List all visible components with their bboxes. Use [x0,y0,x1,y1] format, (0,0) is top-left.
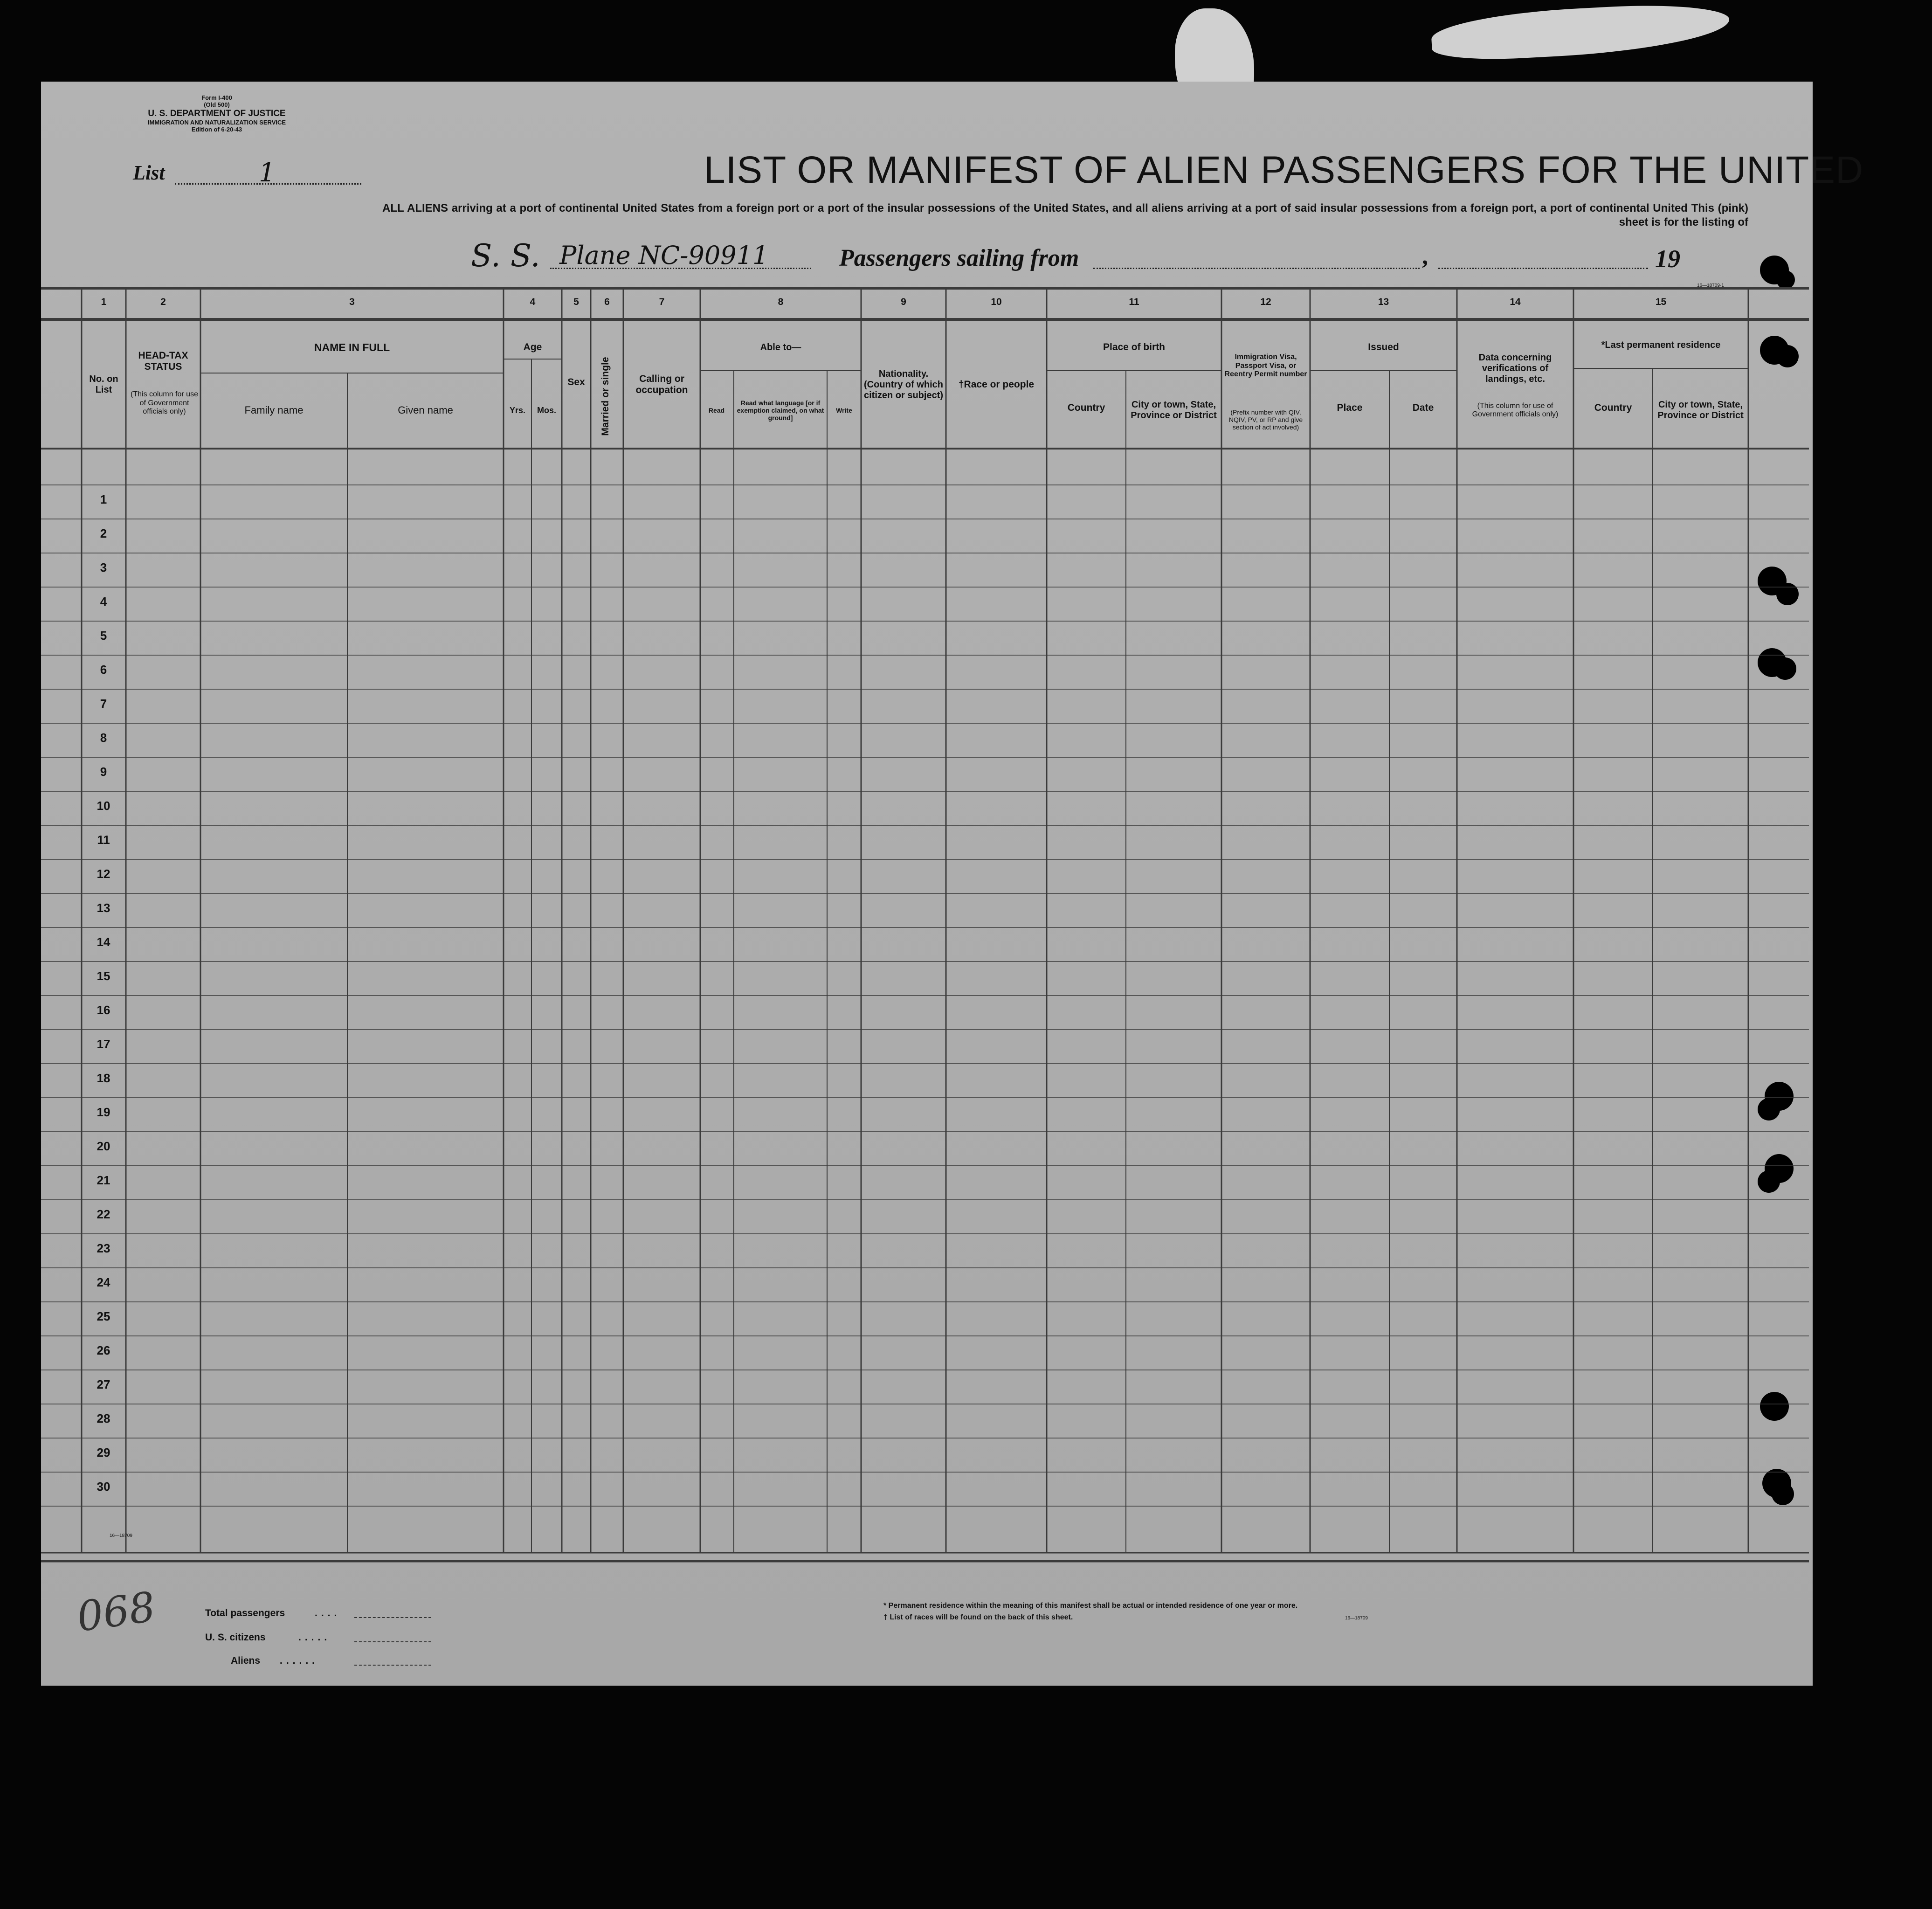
row-number: 18 [97,1071,110,1085]
department-name: U. S. DEPARTMENT OF JUSTICE [148,108,286,118]
column-number: 2 [160,297,166,307]
column-number: 15 [1655,297,1667,307]
footnote-residence: * Permanent residence within the meaning of this manifest shall be actual or intended residence of one year or more. [883,1602,1298,1610]
row-number: 25 [97,1309,110,1323]
column-number: 1 [101,297,107,307]
header-issued: Issued [1368,341,1399,353]
date-comma: , [1422,243,1428,270]
row-number: 28 [97,1411,110,1425]
row-number: 15 [97,969,110,983]
total-passengers-line [354,1617,431,1618]
header-head-tax-note: (This column for use of Government officials only) [131,390,198,416]
header-read: Read [708,406,725,414]
aliens-label: Aliens [231,1655,261,1666]
column-number: 12 [1260,297,1271,307]
header-issued-place: Place [1337,402,1363,413]
header-residence-country: Country [1594,402,1632,413]
column-number: 4 [530,297,536,307]
header-residence-city: City or town, State, Province or District [1657,400,1744,421]
header-read-language: Read what language [or if exemption claimed, on what ground] [737,399,824,422]
footnote-races: † List of races will be found on the back of this sheet. [883,1613,1073,1621]
header-visa-number: Immigration Visa, Passport Visa, or Reentry Permit number [1224,353,1307,379]
row-number: 12 [97,867,110,881]
row-number: 30 [97,1480,110,1494]
footnote-form-number: 16—18709 [1345,1616,1368,1621]
header-race: †Race or people [958,379,1035,390]
us-citizens-dots: ..... [298,1632,331,1643]
pencil-annotation: 068 [74,1582,159,1641]
row-number: 14 [97,935,110,949]
row-number: 26 [97,1343,110,1357]
column-number: 7 [659,297,665,307]
row-number: 17 [97,1037,110,1051]
header-family-name: Family name [244,404,304,416]
row-number: 27 [97,1377,110,1391]
form-print-number: 16—18709-1 [1697,283,1724,288]
header-calling-occupation: Calling or occupation [635,373,688,395]
header-verifications: Data concerning verifications of landings, etc. [1478,352,1552,384]
vessel-prefix: S. S. [471,238,540,274]
row-number: 2 [100,526,107,540]
row-number: 11 [97,833,110,847]
header-verifications-note: (This column for use of Government officials only) [1472,401,1559,418]
row-number: 3 [100,560,107,574]
row-number: 22 [97,1207,110,1221]
column-number: 11 [1129,297,1139,307]
header-name-in-full: NAME IN FULL [314,341,390,353]
list-label: List [133,161,165,184]
header-able-to: Able to— [760,342,801,353]
header-birth-city: City or town, State, Province or District [1131,400,1217,421]
column-number: 10 [991,297,1002,307]
column-number: 6 [604,297,610,307]
column-number: 13 [1378,297,1389,307]
header-age: Age [523,341,542,353]
header-married-single: Married or single [600,357,611,436]
column-number: 5 [573,297,579,307]
row-number: 1 [100,492,107,506]
us-citizens-label: U. S. citizens [205,1632,266,1643]
service-name: IMMIGRATION AND NATURALIZATION SERVICE [147,119,286,126]
row-number: 24 [97,1275,110,1289]
row-number: 8 [100,731,107,745]
edition-date: Edition of 6-20-43 [191,126,242,133]
aliens-line [354,1665,431,1666]
aliens-dots: ...... [280,1655,319,1666]
year-prefix: 19 [1655,245,1680,273]
us-citizens-line [354,1641,431,1642]
manifest-title: LIST OR MANIFEST OF ALIEN PASSENGERS FOR THE UNITED [704,149,1864,191]
row-number: 20 [97,1139,110,1153]
row-number: 13 [97,901,110,915]
column-number: 14 [1510,297,1521,307]
header-issued-date: Date [1412,402,1434,413]
row-number: 23 [97,1241,110,1255]
vessel-name-handwritten: Plane NC-90911 [559,241,769,270]
column-number: 3 [349,297,355,307]
row-number: 5 [100,629,107,643]
header-last-residence: *Last permanent residence [1601,339,1721,350]
row-number: 9 [100,765,107,779]
column-number: 8 [778,297,784,307]
header-head-tax: HEAD-TAX STATUS [138,350,188,372]
header-given-name: Given name [398,404,453,416]
header-no-on-list: No. on List [89,374,118,395]
form-number: Form I-400 [201,94,232,101]
header-sex: Sex [567,376,585,387]
row-number: 29 [97,1446,110,1459]
bottom-form-number: 16—18709 [110,1533,132,1538]
sailing-from-label: Passengers sailing from [839,245,1079,271]
row-number: 7 [100,697,107,711]
header-place-of-birth: Place of birth [1103,341,1166,353]
old-form-number: (Old 500) [204,101,230,109]
instructions-text: ALL ALIENS arriving at a port of continental United States from a foreign port or a port of the insular possessions of the United States, and all aliens arriving at a port of said insular possessions from a foreign port, a port of continental United This (pink) sheet is for the listing of [382,202,1748,228]
header-birth-country: Country [1067,402,1105,413]
row-number: 16 [97,1003,110,1017]
header-years: Yrs. [509,405,526,415]
header-months: Mos. [537,405,556,415]
total-passengers-dots: .... [315,1608,341,1618]
header-nationality: Nationality. (Country of which citizen or subject) [863,368,944,401]
row-number: 4 [100,595,107,609]
row-number: 10 [97,799,110,813]
header-visa-note: (Prefix number with QIV, NQIV, PV, or RP and give section of act involved) [1228,408,1303,431]
row-number: 6 [100,663,107,677]
total-passengers-label: Total passengers [205,1608,285,1618]
header-write: Write [836,406,852,414]
list-number-handwritten: 1 [259,158,276,188]
column-number: 9 [901,297,906,307]
row-number: 21 [97,1173,110,1187]
row-number: 19 [97,1105,110,1119]
